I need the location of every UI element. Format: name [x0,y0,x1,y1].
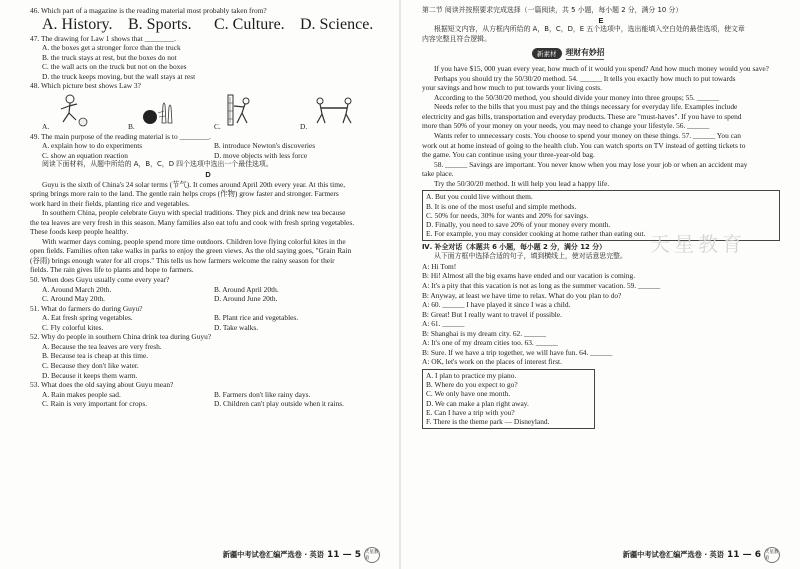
q47-stem: 47. The drawing for Law 1 shows that ________. [30,33,177,43]
publisher-logo: 天星教育 [364,547,380,563]
q51-option: D. Take walks. [214,322,259,332]
q50-option: A. Around March 20th. [42,284,112,294]
q52-option: A. Because the tea leaves are very fresh. [42,341,162,351]
passage-line: With warmer days coming, people spend more time outdoors. Children love flying colorful kites in the [42,236,346,246]
q49-option: C. show an equation reaction [42,150,128,160]
q49-option: D. move objects with less force [214,150,308,160]
passage-line: the game. You can continue using your three-year-old bag. [422,150,595,160]
q47-option: A. the boxes get a stronger force than the truck [42,43,181,53]
q48-label: B. [128,121,135,131]
q53-stem: 53. What does the old saying about Guyu mean? [30,380,174,390]
passage-line: If you have $15, 000 yuan every year, how much of it would you spend? And how much money would you save? [434,64,769,74]
publisher-logo: 天星教育 [764,547,780,563]
box-option: E. For example, you may consider cooking at home rather than eating out. [426,229,646,239]
q50-options [30,294,386,304]
box-option: D. We can make a plan right away. [426,398,529,408]
section-title: 第二节 阅读并按照要求完成选择（一篇阅读，共 5 小题，每小题 2 分，满分 10 分） [422,6,683,14]
right-footer [623,547,780,563]
q50-option: B. Around April 20th. [214,284,279,294]
passage-line: take place. [422,169,454,179]
q49-option: A. explain how to do experiments [42,141,143,151]
q50-option: C. Around May 20th. [42,294,106,304]
q51-option: C. Fly colorful kites. [42,322,104,332]
box-option: E. Can I have a trip with you? [426,408,515,418]
dialog-line: B: Great! But I really want to travel if possible. [422,309,562,319]
q49-options [30,151,386,161]
passage-letter-text: D [205,170,211,180]
q51-options [30,313,386,323]
q49-option: B. introduce Newton's discoveries [214,141,316,151]
q48-label: D. [300,121,308,131]
q48-picture-c [214,93,300,131]
right-column [422,6,780,431]
passage-line: work hard in their fields, planting rice and vegetables. [30,198,190,208]
passage-letter [30,170,386,180]
q51-option: B. Plant rice and vegetables. [214,313,299,323]
q46-option: B. Sports. [128,15,192,33]
dialog-line: B: Shanghai is my dream city. 62. ______ [422,328,547,338]
passage-line: work out at home instead of going to the health club. You can watch sports on TV instead of getting tickets to [422,140,746,150]
q46-options [30,16,386,34]
q48-label: C. [214,121,221,131]
dialog-line: A: OK, let's work on the places of interest first. [422,357,562,367]
passage-line: According to the 50/30/20 method, you should divide your money into three groups; 55. ______ [434,92,719,102]
q52-option: D. Because it keeps them warm. [42,370,138,380]
q50-stem: 50. When does Guyu usually come every year? [30,275,170,285]
q50-options [30,285,386,295]
q53-options [30,399,386,409]
passage-line: spring brings more rain to the land. The gentle rain helps crops (作物) grow faster and stronger. Farmers [30,189,339,199]
q52-stem: 52. Why do people in southern China drink tea during Guyu? [30,332,212,342]
bowling-illustration [138,93,178,127]
q51-option: A. Eat fresh spring vegetables. [42,313,133,323]
passage-line: the tea leaves are very fresh in this season. Many families also eat tofu and cook with fresh spring vegetables. [30,217,355,227]
q51-stem: 51. What do farmers do during Guyu? [30,303,143,313]
q48-picture-d [300,93,386,131]
passage-line: These foods keep people healthy. [30,227,129,237]
q53-option: C. Rain is very important for crops. [42,399,148,409]
footer-title: 新疆中考试卷汇编严选卷 · 英语 [622,550,724,559]
watermark: 天星教育 [650,232,746,256]
footer-title: 新疆中考试卷汇编严选卷 · 英语 [222,550,324,559]
dialog-line: B: Hi! Almost all the big exams have ended and our vacation is coming. [422,271,636,281]
dialog-line: A: It's one of my dream cities too. 63. ______ [422,338,558,348]
new-material-badge: 新素材 [532,48,562,59]
box-option: D. Finally, you need to save 20% of your money every month. [426,220,611,230]
passage-line: open fields. Families often take walks in parks to enjoy the green views. As the old saying goes, "Grain Rain [30,246,352,256]
passage-line: Wants refer to unnecessary costs. You choose to spend your money on these things. 57. ______ You can [434,131,741,141]
q46-stem: 46. Which part of a magazine is the reading material most probably taken from? [30,6,267,15]
q48-picture-b [128,93,214,131]
section-instruction: 根据短文内容，从方框内所给的 A，B，C，D，E 五个选项中，选出能填入空白处的最佳选项，使文章 [434,25,745,34]
passage-line: your savings and how much to put towards your living costs. [422,83,603,93]
q46-option: A. History. [42,15,113,33]
q47-option: B. the truck stays at rest, but the boxes do not [42,52,177,62]
q51-options [30,323,386,333]
topic-banner [532,47,780,60]
q53-option: D. Children can't play outside when it rains. [214,399,345,409]
box-option: C. We only have one month. [426,389,511,399]
passage-letter-text: E [598,15,604,25]
q48-picture-a [42,93,128,131]
passage-line: (谷雨) brings enough water for all crops." This tells us how farmers welcome the rainy season for their [30,255,335,265]
dialog-line: A: Hi Tom! [422,261,457,271]
passage-line: Needs refer to the bills that you must pay and the things necessary for everyday life. Examples include [434,102,738,112]
box-option: B. Where do you expect to go? [426,380,518,390]
q53-option: A. Rain makes people sad. [42,389,121,399]
passage-line: Perhaps you should try the 50/30/20 method. 54. ______ It tells you exactly how much to put towards [434,73,736,83]
section4-instruction: 从下面方框中选择合适的句子，填到横线上，使对话意思完整。 [434,252,627,261]
passage-line: more than 50% of your money on your needs, you may need to change your lifestyle. 56. ______ [422,121,710,131]
q46-option: C. Culture. [214,15,285,33]
passage-line: 58. ______ Savings are important. You never know when you may lose your job or when an accident may [434,159,748,169]
box-option: A. I plan to practice my piano. [426,370,517,380]
soccer-player-illustration [52,93,92,127]
page-number: 11 — 5 [326,550,361,560]
box-option: A. But you could live without them. [426,192,533,202]
right-page [400,0,800,569]
q47-option: D. the truck keeps moving, but the wall stays at rest [42,71,196,81]
box-option: B. It is one of the most useful and simple methods. [426,201,577,211]
topic-title: 理财有妙招 [566,47,605,60]
passage-line: Try the 50/30/20 method. It will help you lead a happy life. [434,178,610,188]
q53-option: B. Farmers don't like rainy days. [214,389,311,399]
dialog-line: A: It's a pity that this vacation is not as long as the summer vacation. 59. ______ [422,280,661,290]
q48-pictures [42,93,386,131]
dialog-line: A: 61. ______ [422,319,465,329]
dialog-options-box [422,369,595,429]
q48-label: A. [42,121,50,131]
passage-line: fields. The rain gives life to plants and hope to farmers. [30,265,194,275]
passage-line: electricity and gas bills, transportation and everyday products. These are "must-haves". If you have to spend [422,111,742,121]
passage-line: In southern China, people celebrate Guyu with special traditions. They pick and drink new tea because [42,208,346,218]
pushing-wall-illustration [224,93,264,127]
q50-option: D. Around June 20th. [214,294,278,304]
section-instruction: 内容完整且符合逻辑。 [422,34,491,43]
passage-line: Guyu is the sixth of China's 24 solar terms (节气). It comes around April 20th every year. At this time, [42,179,346,189]
section-instruction: 阅读下面材料，从题中所给的 A，B，C，D 四个选项中选出一个最佳选项。 [42,160,273,169]
q48-stem: 48. Which picture best shows Law 3? [30,81,141,91]
left-footer [223,547,380,563]
dialog-line: A: 60. ______ I have played it since I was a child. [422,300,571,310]
passage-letter [422,16,780,26]
q52-option: B. Because tea is cheap at this time. [42,351,149,361]
q49-stem: 49. The main purpose of the reading material is to ________. [30,131,211,141]
q52-option: C. Because they don't like water. [42,360,139,370]
box-option: C. 50% for needs, 30% for wants and 20% for savings. [426,210,589,220]
q47-option: C. the wall acts on the truck but not on the boxes [42,62,187,72]
section4-title: Ⅳ. 补全对话（本题共 6 小题，每小题 2 分，满分 12 分） [422,242,606,251]
q49-options [30,141,386,151]
q53-options [30,390,386,400]
page-number: 11 — 6 [726,550,761,560]
dialog-line: B: Sure. If we have a trip together, we will have fun. 64. ______ [422,347,613,357]
q46-option: D. Science. [300,15,374,33]
dialog-line: B: Anyway, at least we have time to relax. What do you plan to do? [422,290,622,300]
left-column [30,6,386,409]
tug-of-war-illustration [310,93,358,127]
box-option: F. There is the theme park — Disneyland. [426,417,550,427]
